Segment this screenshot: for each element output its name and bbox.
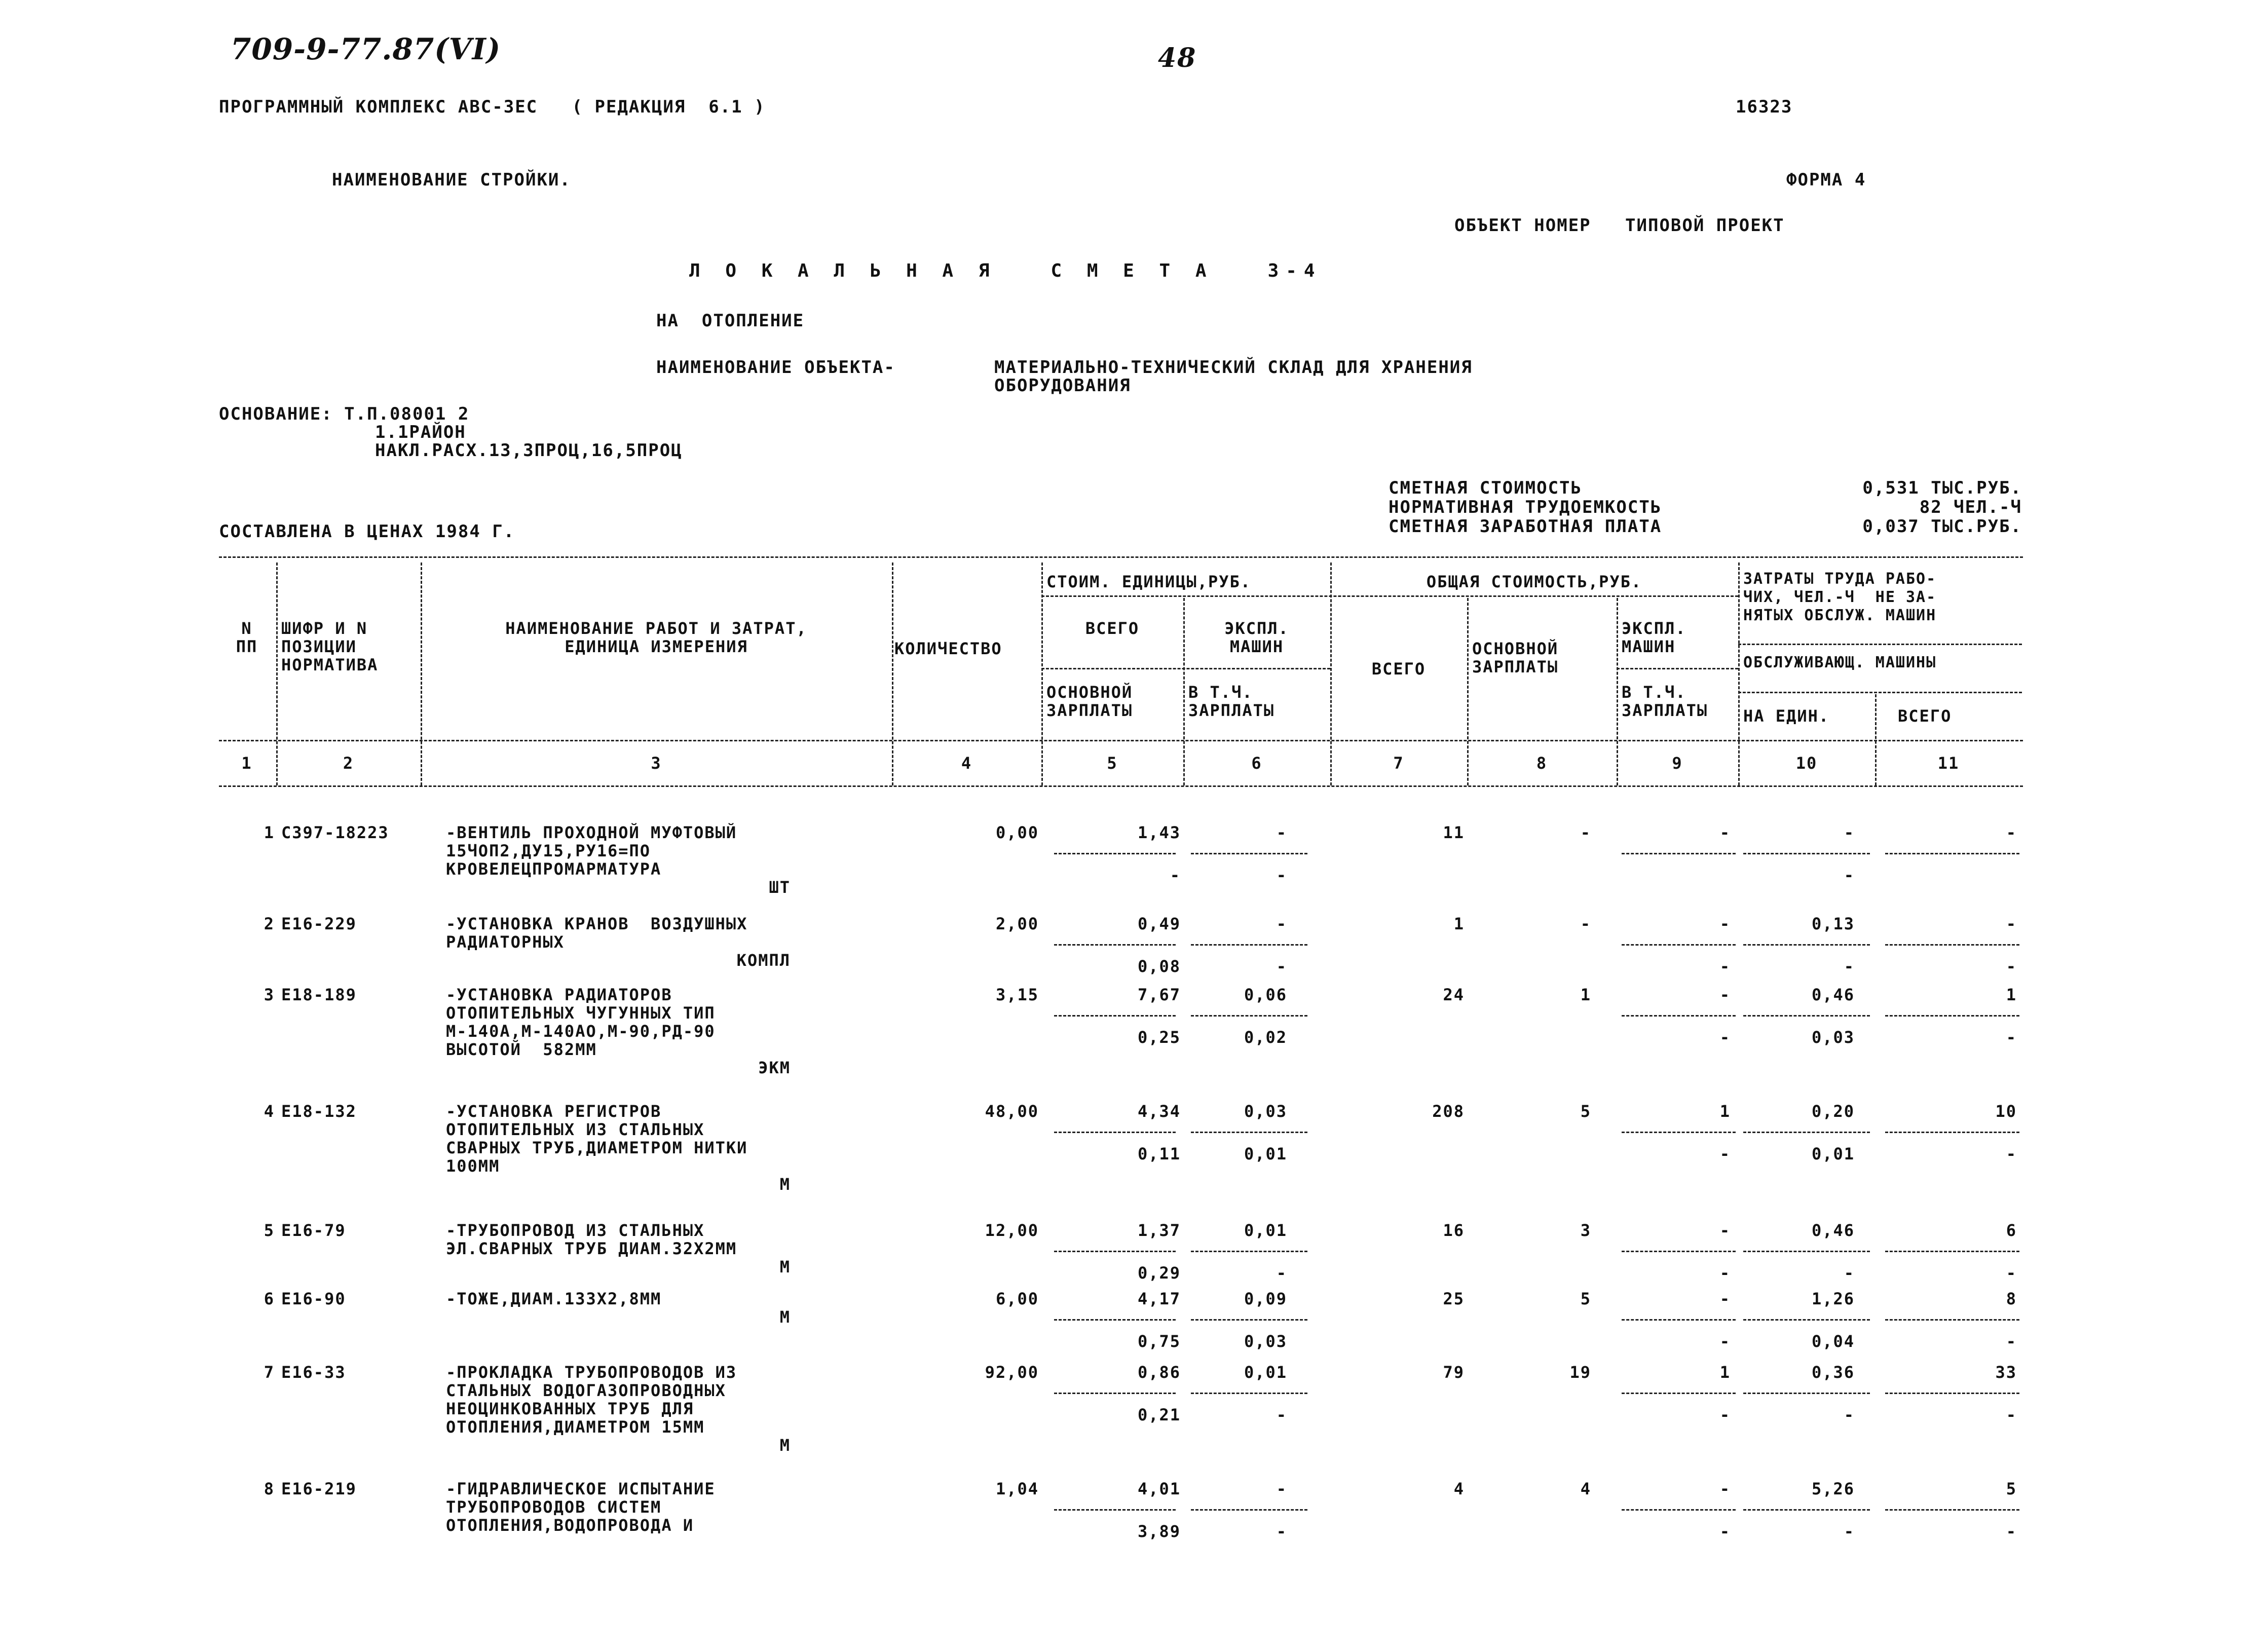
- row-unit-cost-divider: [1191, 1015, 1307, 1017]
- row-total-wages: 3: [1580, 1221, 1591, 1240]
- row-name-line: -ТОЖЕ,ДИАМ.133Х2,8ММ: [446, 1289, 662, 1308]
- row-unit-cost-divider: [1054, 1251, 1176, 1252]
- row-code: Е18-132: [281, 1102, 357, 1121]
- col-header-labor-machines: ОБСЛУЖИВАЮЩ. МАШИНЫ: [1743, 654, 1937, 671]
- row-unit-cost-machines: 0,01: [1244, 1221, 1287, 1240]
- row-unit-cost-machine-wages: -: [1276, 1405, 1287, 1424]
- row-unit-cost-divider: [1191, 1251, 1307, 1252]
- row-unit-cost-wages: 0,21: [1137, 1405, 1181, 1424]
- row-code: Е16-219: [281, 1479, 357, 1498]
- col-header-7: ВСЕГО: [1371, 659, 1426, 679]
- row-unit-cost-divider: [1054, 1319, 1176, 1321]
- summary-value-3: 0,037 ТЫС.РУБ.: [1862, 516, 2022, 537]
- col-sep-2: [421, 562, 422, 785]
- header-mid-rule-a: [1041, 595, 1738, 597]
- row-total-cost: 16: [1443, 1221, 1465, 1240]
- row-labor-divider: [1743, 1132, 1870, 1133]
- row-unit-cost-machine-wages: -: [1276, 1522, 1287, 1541]
- row-labor-total-machines: -: [2006, 1332, 2017, 1351]
- row-labor-divider: [1743, 1251, 1870, 1252]
- col-number-4: 4: [961, 754, 972, 773]
- program-line: ПРОГРАММНЫЙ КОМПЛЕКС АВС-3ЕС ( РЕДАКЦИЯ 6.1 ): [219, 97, 766, 117]
- row-unit-cost-machine-wages: -: [1276, 866, 1287, 885]
- col-header-n: N ПП: [236, 619, 258, 656]
- row-unit-cost-total: 0,86: [1137, 1363, 1181, 1382]
- row-unit: ШТ: [769, 878, 791, 897]
- row-quantity: 1,04: [995, 1479, 1039, 1498]
- row-labor-total-machines: -: [2006, 1144, 2017, 1163]
- col-header-9-bottom: В Т.Ч. ЗАРПЛАТЫ: [1622, 683, 1708, 720]
- row-labor-total-divider: [1885, 1393, 2019, 1394]
- row-name-line: -УСТАНОВКА РЕГИСТРОВ: [446, 1102, 662, 1121]
- row-labor-divider: [1743, 853, 1870, 854]
- row-unit-cost-divider: [1054, 1015, 1176, 1017]
- row-unit: М: [779, 1307, 791, 1327]
- row-number: 5: [264, 1221, 275, 1240]
- row-total-wages: 5: [1580, 1289, 1591, 1308]
- object-name-line1: МАТЕРИАЛЬНО-ТЕХНИЧЕСКИЙ СКЛАД ДЛЯ ХРАНЕНИЯ: [994, 357, 1473, 378]
- row-total-wages: 1: [1580, 985, 1591, 1004]
- row-unit-cost-machines: 0,09: [1244, 1289, 1287, 1308]
- row-total-cost: 11: [1443, 823, 1465, 842]
- row-labor-per-unit: 1,26: [1811, 1289, 1855, 1308]
- row-number: 1: [264, 823, 275, 842]
- row-labor-total-divider: [1885, 853, 2019, 854]
- col-number-5: 5: [1107, 754, 1118, 773]
- summary-label-3: СМЕТНАЯ ЗАРАБОТНАЯ ПЛАТА: [1389, 516, 1662, 537]
- row-name-line: ОТОПЛЕНИЯ,ДИАМЕТРОМ 15ММ: [446, 1417, 705, 1437]
- row-name-line: -ГИДРАВЛИЧЕСКОЕ ИСПЫТАНИЕ: [446, 1479, 716, 1498]
- col-number-7: 7: [1393, 754, 1404, 773]
- row-unit-cost-machine-wages: -: [1276, 957, 1287, 976]
- row-unit-cost-total: 7,67: [1137, 985, 1181, 1004]
- row-unit: КОМПЛ: [736, 951, 791, 970]
- row-unit: М: [779, 1436, 791, 1455]
- row-labor-per-unit: 5,26: [1811, 1479, 1855, 1498]
- row-name-line: -ВЕНТИЛЬ ПРОХОДНОЙ МУФТОВЫЙ: [446, 823, 737, 842]
- col-header-qty: КОЛИЧЕСТВО: [894, 639, 1002, 658]
- row-total-machine-wages: -: [1719, 1332, 1731, 1351]
- row-unit-cost-total: 4,34: [1137, 1102, 1181, 1121]
- row-name-line: ОТОПИТЕЛЬНЫХ ИЗ СТАЛЬНЫХ: [446, 1120, 705, 1139]
- row-unit-cost-total: 4,01: [1137, 1479, 1181, 1498]
- row-code: Е16-229: [281, 914, 357, 933]
- row-quantity: 0,00: [995, 823, 1039, 842]
- row-labor-per-unit: 0,13: [1811, 914, 1855, 933]
- col-header-code: ШИФР И N ПОЗИЦИИ НОРМАТИВА: [281, 619, 379, 674]
- row-name-line: -ТРУБОПРОВОД ИЗ СТАЛЬНЫХ: [446, 1221, 705, 1240]
- row-unit-cost-machines: -: [1276, 1479, 1287, 1498]
- row-unit-cost-machines: -: [1276, 914, 1287, 933]
- object-name-line2: ОБОРУДОВАНИЯ: [994, 376, 1131, 396]
- row-code: С397-18223: [281, 823, 389, 842]
- form-label: ФОРМА 4: [1786, 170, 1866, 190]
- header-mid-rule-e: [1738, 692, 2022, 693]
- col-header-11: ВСЕГО: [1898, 706, 1952, 726]
- row-labor-per-unit-machines: -: [1844, 1522, 1855, 1541]
- row-name-line: 15ЧОП2,ДУ15,РУ16=ПО: [446, 841, 651, 860]
- object-name-label: НАИМЕНОВАНИЕ ОБЪЕКТА-: [656, 357, 895, 378]
- row-total-wages: 4: [1580, 1479, 1591, 1498]
- row-total-machines: -: [1719, 1221, 1731, 1240]
- row-unit-cost-wages: 0,29: [1137, 1263, 1181, 1283]
- row-labor-total-machines: -: [2006, 1405, 2017, 1424]
- row-unit-cost-machine-wages: 0,03: [1244, 1332, 1287, 1351]
- row-unit-cost-wages: -: [1170, 866, 1181, 885]
- row-number: 3: [264, 985, 275, 1004]
- row-total-wages: -: [1580, 914, 1591, 933]
- row-code: Е16-90: [281, 1289, 346, 1308]
- row-name-label: НАИМЕНОВАНИЕ СТРОЙКИ.: [332, 170, 571, 190]
- sheet-id: 16323: [1736, 97, 1793, 117]
- row-labor-total: -: [2006, 823, 2017, 842]
- row-labor-per-unit-machines: 0,04: [1811, 1332, 1855, 1351]
- col-header-9-top: ЭКСПЛ. МАШИН: [1622, 619, 1686, 656]
- row-unit-cost-total: 1,43: [1137, 823, 1181, 842]
- row-labor-divider: [1743, 1319, 1870, 1321]
- summary-value-2: 82 ЧЕЛ.-Ч: [1919, 497, 2022, 517]
- col-sep-3: [892, 562, 893, 785]
- row-total-machine-wages: -: [1719, 957, 1731, 976]
- row-quantity: 3,15: [995, 985, 1039, 1004]
- row-labor-per-unit: -: [1844, 823, 1855, 842]
- row-machines-divider: [1622, 1393, 1736, 1394]
- header-mid-rule-c: [1617, 668, 1738, 669]
- numbers-bottom-rule: [219, 785, 2023, 787]
- row-name-line: НЕОЦИНКОВАННЫХ ТРУБ ДЛЯ: [446, 1399, 694, 1418]
- row-unit-cost-divider: [1054, 1509, 1176, 1511]
- row-number: 7: [264, 1363, 275, 1382]
- row-code: Е16-33: [281, 1363, 346, 1382]
- row-unit-cost-machines: -: [1276, 823, 1287, 842]
- summary-label-1: СМЕТНАЯ СТОИМОСТЬ: [1389, 478, 1582, 498]
- row-labor-total-machines: -: [2006, 1028, 2017, 1047]
- row-unit-cost-divider: [1191, 944, 1307, 946]
- row-total-machines: -: [1719, 914, 1731, 933]
- row-machines-divider: [1622, 944, 1736, 946]
- row-labor-per-unit-machines: 0,01: [1811, 1144, 1855, 1163]
- row-unit-cost-total: 0,49: [1137, 914, 1181, 933]
- row-total-cost: 1: [1453, 914, 1465, 933]
- row-number: 4: [264, 1102, 275, 1121]
- row-total-cost: 25: [1443, 1289, 1465, 1308]
- row-labor-per-unit: 0,46: [1811, 985, 1855, 1004]
- col-sep-1: [276, 562, 278, 785]
- row-labor-per-unit: 0,36: [1811, 1363, 1855, 1382]
- row-unit: М: [779, 1257, 791, 1276]
- row-labor-per-unit: 0,46: [1811, 1221, 1855, 1240]
- row-total-machines: 1: [1719, 1102, 1731, 1121]
- object-number-label: ОБЪЕКТ НОМЕР ТИПОВОЙ ПРОЕКТ: [1454, 215, 1785, 236]
- row-labor-per-unit-machines: -: [1844, 1263, 1855, 1283]
- row-labor-divider: [1743, 944, 1870, 946]
- row-labor-per-unit: 0,20: [1811, 1102, 1855, 1121]
- header-mid-rule-b: [1041, 668, 1330, 669]
- col-sep-9: [1738, 562, 1740, 785]
- row-total-machine-wages: -: [1719, 1028, 1731, 1047]
- row-name-line: -УСТАНОВКА РАДИАТОРОВ: [446, 985, 672, 1004]
- row-number: 6: [264, 1289, 275, 1308]
- col-number-9: 9: [1672, 754, 1683, 773]
- row-labor-total-machines: -: [2006, 1263, 2017, 1283]
- row-total-machine-wages: -: [1719, 1263, 1731, 1283]
- row-total-cost: 79: [1443, 1363, 1465, 1382]
- row-unit-cost-divider: [1054, 1132, 1176, 1133]
- col-sep-4: [1041, 562, 1043, 785]
- row-labor-per-unit-machines: -: [1844, 866, 1855, 885]
- row-total-machines: 1: [1719, 1363, 1731, 1382]
- row-total-wages: 19: [1569, 1363, 1591, 1382]
- row-labor-total: 33: [1995, 1363, 2017, 1382]
- col-number-8: 8: [1536, 754, 1548, 773]
- row-unit: М: [779, 1175, 791, 1194]
- row-unit-cost-wages: 3,89: [1137, 1522, 1181, 1541]
- row-total-machines: -: [1719, 985, 1731, 1004]
- row-code: Е16-79: [281, 1221, 346, 1240]
- row-name-line: КРОВЕЛЕЦПРОМАРМАТУРА: [446, 859, 662, 879]
- row-machines-divider: [1622, 1251, 1736, 1252]
- row-labor-total-divider: [1885, 1509, 2019, 1511]
- row-labor-total: 5: [2006, 1479, 2017, 1498]
- col-header-total-cost: ОБЩАЯ СТОИМОСТЬ,РУБ.: [1426, 572, 1642, 591]
- col-header-5-top: ВСЕГО: [1085, 619, 1140, 638]
- row-labor-total-machines: -: [2006, 1522, 2017, 1541]
- basis-line1: ОСНОВАНИЕ: Т.П.08001 2: [219, 404, 470, 424]
- row-labor-per-unit-machines: -: [1844, 957, 1855, 976]
- row-quantity: 6,00: [995, 1289, 1039, 1308]
- row-total-machine-wages: -: [1719, 1144, 1731, 1163]
- row-name-line: РАДИАТОРНЫХ: [446, 932, 565, 952]
- prices-line: СОСТАВЛЕНА В ЦЕНАХ 1984 Г.: [219, 521, 515, 542]
- row-total-wages: 5: [1580, 1102, 1591, 1121]
- row-labor-per-unit-machines: 0,03: [1811, 1028, 1855, 1047]
- row-name-line: ВЫСОТОЙ 582ММ: [446, 1040, 597, 1059]
- row-labor-per-unit-machines: -: [1844, 1405, 1855, 1424]
- col-header-6-top: ЭКСПЛ. МАШИН: [1224, 619, 1289, 656]
- row-machines-divider: [1622, 1319, 1736, 1321]
- col-number-11: 11: [1937, 754, 1960, 773]
- row-unit-cost-divider: [1191, 1319, 1307, 1321]
- col-header-6-bottom: В Т.Ч. ЗАРПЛАТЫ: [1188, 683, 1275, 720]
- row-quantity: 12,00: [985, 1221, 1039, 1240]
- basis-line3: НАКЛ.РАСХ.13,3ПРОЦ,16,5ПРОЦ: [375, 440, 683, 461]
- row-labor-total-divider: [1885, 944, 2019, 946]
- col-number-6: 6: [1251, 754, 1262, 773]
- row-labor-total: -: [2006, 914, 2017, 933]
- row-name-line: 100ММ: [446, 1156, 500, 1176]
- row-name-line: СТАЛЬНЫХ ВОДОГАЗОПРОВОДНЫХ: [446, 1381, 726, 1400]
- row-unit-cost-divider: [1054, 1393, 1176, 1394]
- row-total-wages: -: [1580, 823, 1591, 842]
- row-labor-total-divider: [1885, 1132, 2019, 1133]
- row-quantity: 92,00: [985, 1363, 1039, 1382]
- row-machines-divider: [1622, 853, 1736, 854]
- col-header-10: НА ЕДИН.: [1743, 706, 1830, 726]
- row-unit-cost-divider: [1191, 1132, 1307, 1133]
- row-name-line: -УСТАНОВКА КРАНОВ ВОЗДУШНЫХ: [446, 914, 748, 933]
- row-labor-divider: [1743, 1393, 1870, 1394]
- row-unit-cost-wages: 0,11: [1137, 1144, 1181, 1163]
- row-unit-cost-wages: 0,25: [1137, 1028, 1181, 1047]
- col-header-labor: ЗАТРАТЫ ТРУДА РАБО- ЧИХ, ЧЕЛ.-Ч НЕ ЗА- НЯТЫХ ОБСЛУЖ. МАШИН: [1743, 570, 1937, 624]
- header-bottom-rule: [219, 740, 2023, 741]
- row-unit-cost-machine-wages: 0,01: [1244, 1144, 1287, 1163]
- row-unit-cost-divider: [1191, 1509, 1307, 1511]
- row-name-line: ЭЛ.СВАРНЫХ ТРУБ ДИАМ.32Х2ММ: [446, 1239, 737, 1258]
- basis-line2: 1.1РАЙОН: [375, 422, 466, 442]
- row-labor-total: 1: [2006, 985, 2017, 1004]
- row-unit-cost-machine-wages: -: [1276, 1263, 1287, 1283]
- row-total-machine-wages: -: [1719, 1405, 1731, 1424]
- col-number-10: 10: [1795, 754, 1818, 773]
- col-number-1: 1: [241, 754, 252, 773]
- row-labor-total: 8: [2006, 1289, 2017, 1308]
- row-unit-cost-total: 4,17: [1137, 1289, 1181, 1308]
- row-labor-divider: [1743, 1015, 1870, 1017]
- row-total-machine-wages: -: [1719, 1522, 1731, 1541]
- col-header-8: ОСНОВНОЙ ЗАРПЛАТЫ: [1472, 639, 1559, 677]
- row-total-cost: 4: [1453, 1479, 1465, 1498]
- row-unit-cost-divider: [1054, 853, 1176, 854]
- row-quantity: 2,00: [995, 914, 1039, 933]
- row-labor-total: 10: [1995, 1102, 2017, 1121]
- row-name-line: М-140А,М-140АО,М-90,РД-90: [446, 1022, 716, 1041]
- row-total-cost: 208: [1432, 1102, 1465, 1121]
- row-name-line: -ПРОКЛАДКА ТРУБОПРОВОДОВ ИЗ: [446, 1363, 737, 1382]
- row-unit-cost-divider: [1191, 853, 1307, 854]
- col-header-name: НАИМЕНОВАНИЕ РАБОТ И ЗАТРАТ, ЕДИНИЦА ИЗМЕРЕНИЯ: [505, 619, 807, 656]
- col-number-3: 3: [651, 754, 662, 773]
- row-unit-cost-machine-wages: 0,02: [1244, 1028, 1287, 1047]
- row-unit-cost-machines: 0,06: [1244, 985, 1287, 1004]
- row-name-line: СВАРНЫХ ТРУБ,ДИАМЕТРОМ НИТКИ: [446, 1138, 748, 1157]
- row-unit-cost-wages: 0,08: [1137, 957, 1181, 976]
- col-header-unit-cost: СТОИМ. ЕДИНИЦЫ,РУБ.: [1046, 572, 1252, 591]
- row-number: 2: [264, 914, 275, 933]
- col-header-5-bottom: ОСНОВНОЙ ЗАРПЛАТЫ: [1046, 683, 1133, 720]
- row-unit-cost-total: 1,37: [1137, 1221, 1181, 1240]
- handwritten-code: 709-9-77.87(VI): [231, 32, 501, 66]
- row-labor-total-machines: -: [2006, 957, 2017, 976]
- row-name-line: ТРУБОПРОВОДОВ СИСТЕМ: [446, 1497, 662, 1517]
- row-unit-cost-divider: [1054, 944, 1176, 946]
- document-subtitle: НА ОТОПЛЕНИЕ: [656, 311, 805, 331]
- row-total-machines: -: [1719, 1289, 1731, 1308]
- row-labor-total-divider: [1885, 1319, 2019, 1321]
- col-number-2: 2: [343, 754, 354, 773]
- row-labor-total-divider: [1885, 1015, 2019, 1017]
- handwritten-page-number: 48: [1158, 43, 1197, 73]
- row-code: Е18-189: [281, 985, 357, 1004]
- row-total-machines: -: [1719, 1479, 1731, 1498]
- header-top-rule: [219, 556, 2023, 558]
- row-machines-divider: [1622, 1509, 1736, 1511]
- row-unit-cost-machines: 0,03: [1244, 1102, 1287, 1121]
- row-unit: ЭКМ: [758, 1058, 791, 1077]
- document-title: Л О К А Л Ь Н А Я С М Е Т А 3-4: [689, 260, 1322, 281]
- row-name-line: ОТОПИТЕЛЬНЫХ ЧУГУННЫХ ТИП: [446, 1003, 716, 1023]
- row-total-machines: -: [1719, 823, 1731, 842]
- header-mid-rule-d: [1738, 644, 2022, 645]
- row-labor-total-divider: [1885, 1251, 2019, 1252]
- row-quantity: 48,00: [985, 1102, 1039, 1121]
- row-number: 8: [264, 1479, 275, 1498]
- row-machines-divider: [1622, 1015, 1736, 1017]
- row-machines-divider: [1622, 1132, 1736, 1133]
- row-name-line: ОТОПЛЕНИЯ,ВОДОПРОВОДА И: [446, 1516, 694, 1535]
- summary-value-1: 0,531 ТЫС.РУБ.: [1862, 478, 2022, 498]
- row-unit-cost-wages: 0,75: [1137, 1332, 1181, 1351]
- row-unit-cost-divider: [1191, 1393, 1307, 1394]
- row-labor-total: 6: [2006, 1221, 2017, 1240]
- row-total-cost: 24: [1443, 985, 1465, 1004]
- summary-label-2: НОРМАТИВНАЯ ТРУДОЕМКОСТЬ: [1389, 497, 1662, 517]
- row-unit-cost-machines: 0,01: [1244, 1363, 1287, 1382]
- row-labor-divider: [1743, 1509, 1870, 1511]
